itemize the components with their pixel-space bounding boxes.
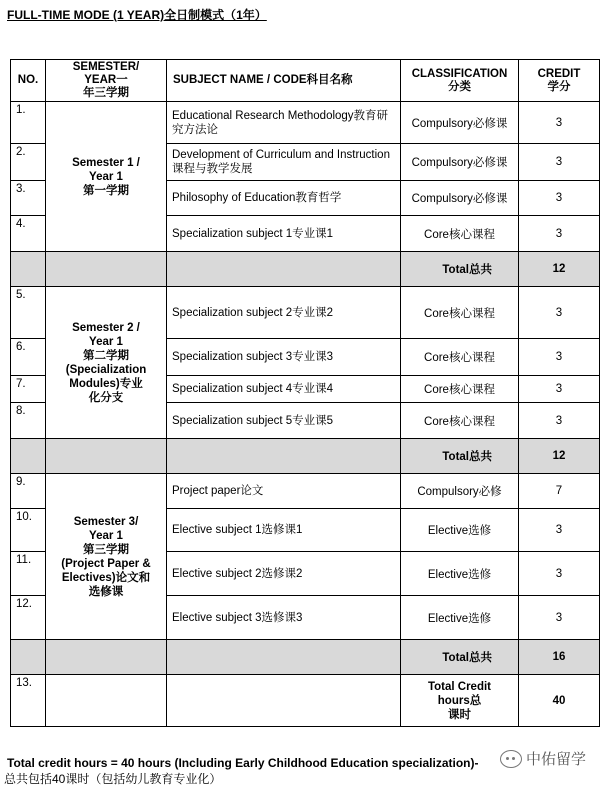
footer-note-chinese: 总共包括40课时（包括幼儿教育专业化）	[4, 772, 222, 786]
subject-name: Elective subject 2选修课2	[167, 552, 401, 596]
watermark	[500, 748, 586, 769]
credit-table	[10, 59, 600, 727]
total-value: 12	[519, 252, 600, 287]
semester-label-line: (Specialization	[65, 363, 147, 376]
classification: Core核心课程	[401, 287, 519, 339]
row-number: 13.	[11, 675, 46, 727]
grand-total-label-line: Total Credit	[427, 680, 492, 693]
subject-name: Educational Research Methodology教育研究方法论	[167, 102, 401, 144]
header-semester-line-1: SEMESTER/	[72, 61, 140, 73]
semester-label-line: 第一学期	[83, 184, 129, 197]
table-row	[11, 287, 600, 339]
page-title: FULL-TIME MODE (1 YEAR)全日制模式（1年）	[7, 8, 267, 22]
row-number: 10.	[11, 509, 46, 552]
header-subject: SUBJECT NAME / CODE科目名称	[167, 60, 401, 102]
credit: 3	[519, 181, 600, 216]
subject-name: Specialization subject 1专业课1	[167, 216, 401, 252]
row-number: 3.	[11, 181, 46, 216]
header-no: NO.	[11, 60, 46, 102]
semester-label-line: Semester 2 /	[72, 321, 140, 334]
credit: 3	[519, 102, 600, 144]
classification: Elective选修	[401, 596, 519, 640]
row-number: 6.	[11, 339, 46, 376]
row-number: 12.	[11, 596, 46, 640]
row-number: 9.	[11, 474, 46, 509]
row-number: 1.	[11, 102, 46, 144]
total-value: 12	[519, 439, 600, 474]
watermark-text: 中佑留学	[526, 751, 587, 768]
grand-total-label-line: hours总	[437, 694, 482, 707]
credit: 3	[519, 144, 600, 181]
subject-name: Elective subject 3选修课3	[167, 596, 401, 640]
credit: 3	[519, 596, 600, 640]
semester-label-line: 第三学期	[83, 543, 129, 556]
header-classification-line-1: CLASSIFICATION	[411, 67, 508, 80]
classification: Compulsory必修课	[401, 181, 519, 216]
row-number: 8.	[11, 403, 46, 439]
semester-label-line: Year 1	[89, 170, 123, 183]
header-semester-line-3: 年三学期	[83, 87, 129, 99]
header-credit	[519, 60, 600, 102]
header-semester	[46, 60, 167, 102]
semester-label-line: Year 1	[89, 335, 123, 348]
semester-1-label	[46, 102, 167, 252]
row-number: 2.	[11, 144, 46, 181]
row-number: 4.	[11, 216, 46, 252]
semester-2-label	[46, 287, 167, 439]
classification: Elective选修	[401, 509, 519, 552]
subject-name: Specialization subject 3专业课3	[167, 339, 401, 376]
credit: 3	[519, 552, 600, 596]
semester-label-line: (Project Paper &	[61, 557, 151, 570]
classification: Core核心课程	[401, 376, 519, 403]
classification: Compulsory必修课	[401, 144, 519, 181]
semester-label-line: Electives)论文和	[61, 571, 151, 584]
table-row	[11, 474, 600, 509]
subject-name: Specialization subject 4专业课4	[167, 376, 401, 403]
semester-label-line: 化分支	[88, 391, 124, 404]
header-credit-line-1: CREDIT	[537, 67, 581, 80]
credit: 3	[519, 376, 600, 403]
grand-total-row	[11, 675, 600, 727]
semester-3-label	[46, 474, 167, 640]
classification: Compulsory必修课	[401, 102, 519, 144]
grand-total-value: 40	[519, 675, 600, 727]
total-value: 16	[519, 640, 600, 675]
wechat-icon	[500, 750, 522, 768]
total-row	[11, 640, 600, 675]
classification: Core核心课程	[401, 339, 519, 376]
table-row	[11, 102, 600, 144]
semester-label-line: Modules)专业	[69, 377, 143, 390]
semester-label-line: Semester 1 /	[72, 156, 140, 169]
classification: Compulsory必修	[401, 474, 519, 509]
header-semester-line-2: YEAR一	[84, 74, 128, 86]
grand-total-label-line: 课时	[448, 708, 471, 721]
classification: Elective选修	[401, 552, 519, 596]
header-classification	[401, 60, 519, 102]
semester-label-line: Semester 3/	[73, 515, 139, 528]
footer-note-english: Total credit hours = 40 hours (Including Early Childhood Education specialization)-	[7, 756, 479, 770]
credit: 7	[519, 474, 600, 509]
table-header-row	[11, 60, 600, 102]
total-label: Total总共	[401, 252, 519, 287]
subject-name: Elective subject 1选修课1	[167, 509, 401, 552]
subject-name: Specialization subject 5专业课5	[167, 403, 401, 439]
credit: 3	[519, 403, 600, 439]
credit: 3	[519, 339, 600, 376]
row-number: 7.	[11, 376, 46, 403]
semester-label-line: Year 1	[89, 529, 123, 542]
classification: Core核心课程	[401, 216, 519, 252]
total-label: Total总共	[401, 640, 519, 675]
total-row	[11, 439, 600, 474]
total-label: Total总共	[401, 439, 519, 474]
credit: 3	[519, 216, 600, 252]
subject-name: Development of Curriculum and Instruction课程与教学发展	[167, 144, 401, 181]
classification: Core核心课程	[401, 403, 519, 439]
header-classification-line-2: 分类	[448, 80, 471, 93]
total-row	[11, 252, 600, 287]
subject-name: Specialization subject 2专业课2	[167, 287, 401, 339]
credit: 3	[519, 509, 600, 552]
header-credit-line-2: 学分	[547, 80, 571, 93]
semester-label-line: 选修课	[88, 585, 124, 598]
row-number: 11.	[11, 552, 46, 596]
row-number: 5.	[11, 287, 46, 339]
credit: 3	[519, 287, 600, 339]
grand-total-label	[401, 675, 519, 727]
subject-name: Project paper论文	[167, 474, 401, 509]
semester-label-line: 第二学期	[83, 349, 129, 362]
subject-name: Philosophy of Education教育哲学	[167, 181, 401, 216]
